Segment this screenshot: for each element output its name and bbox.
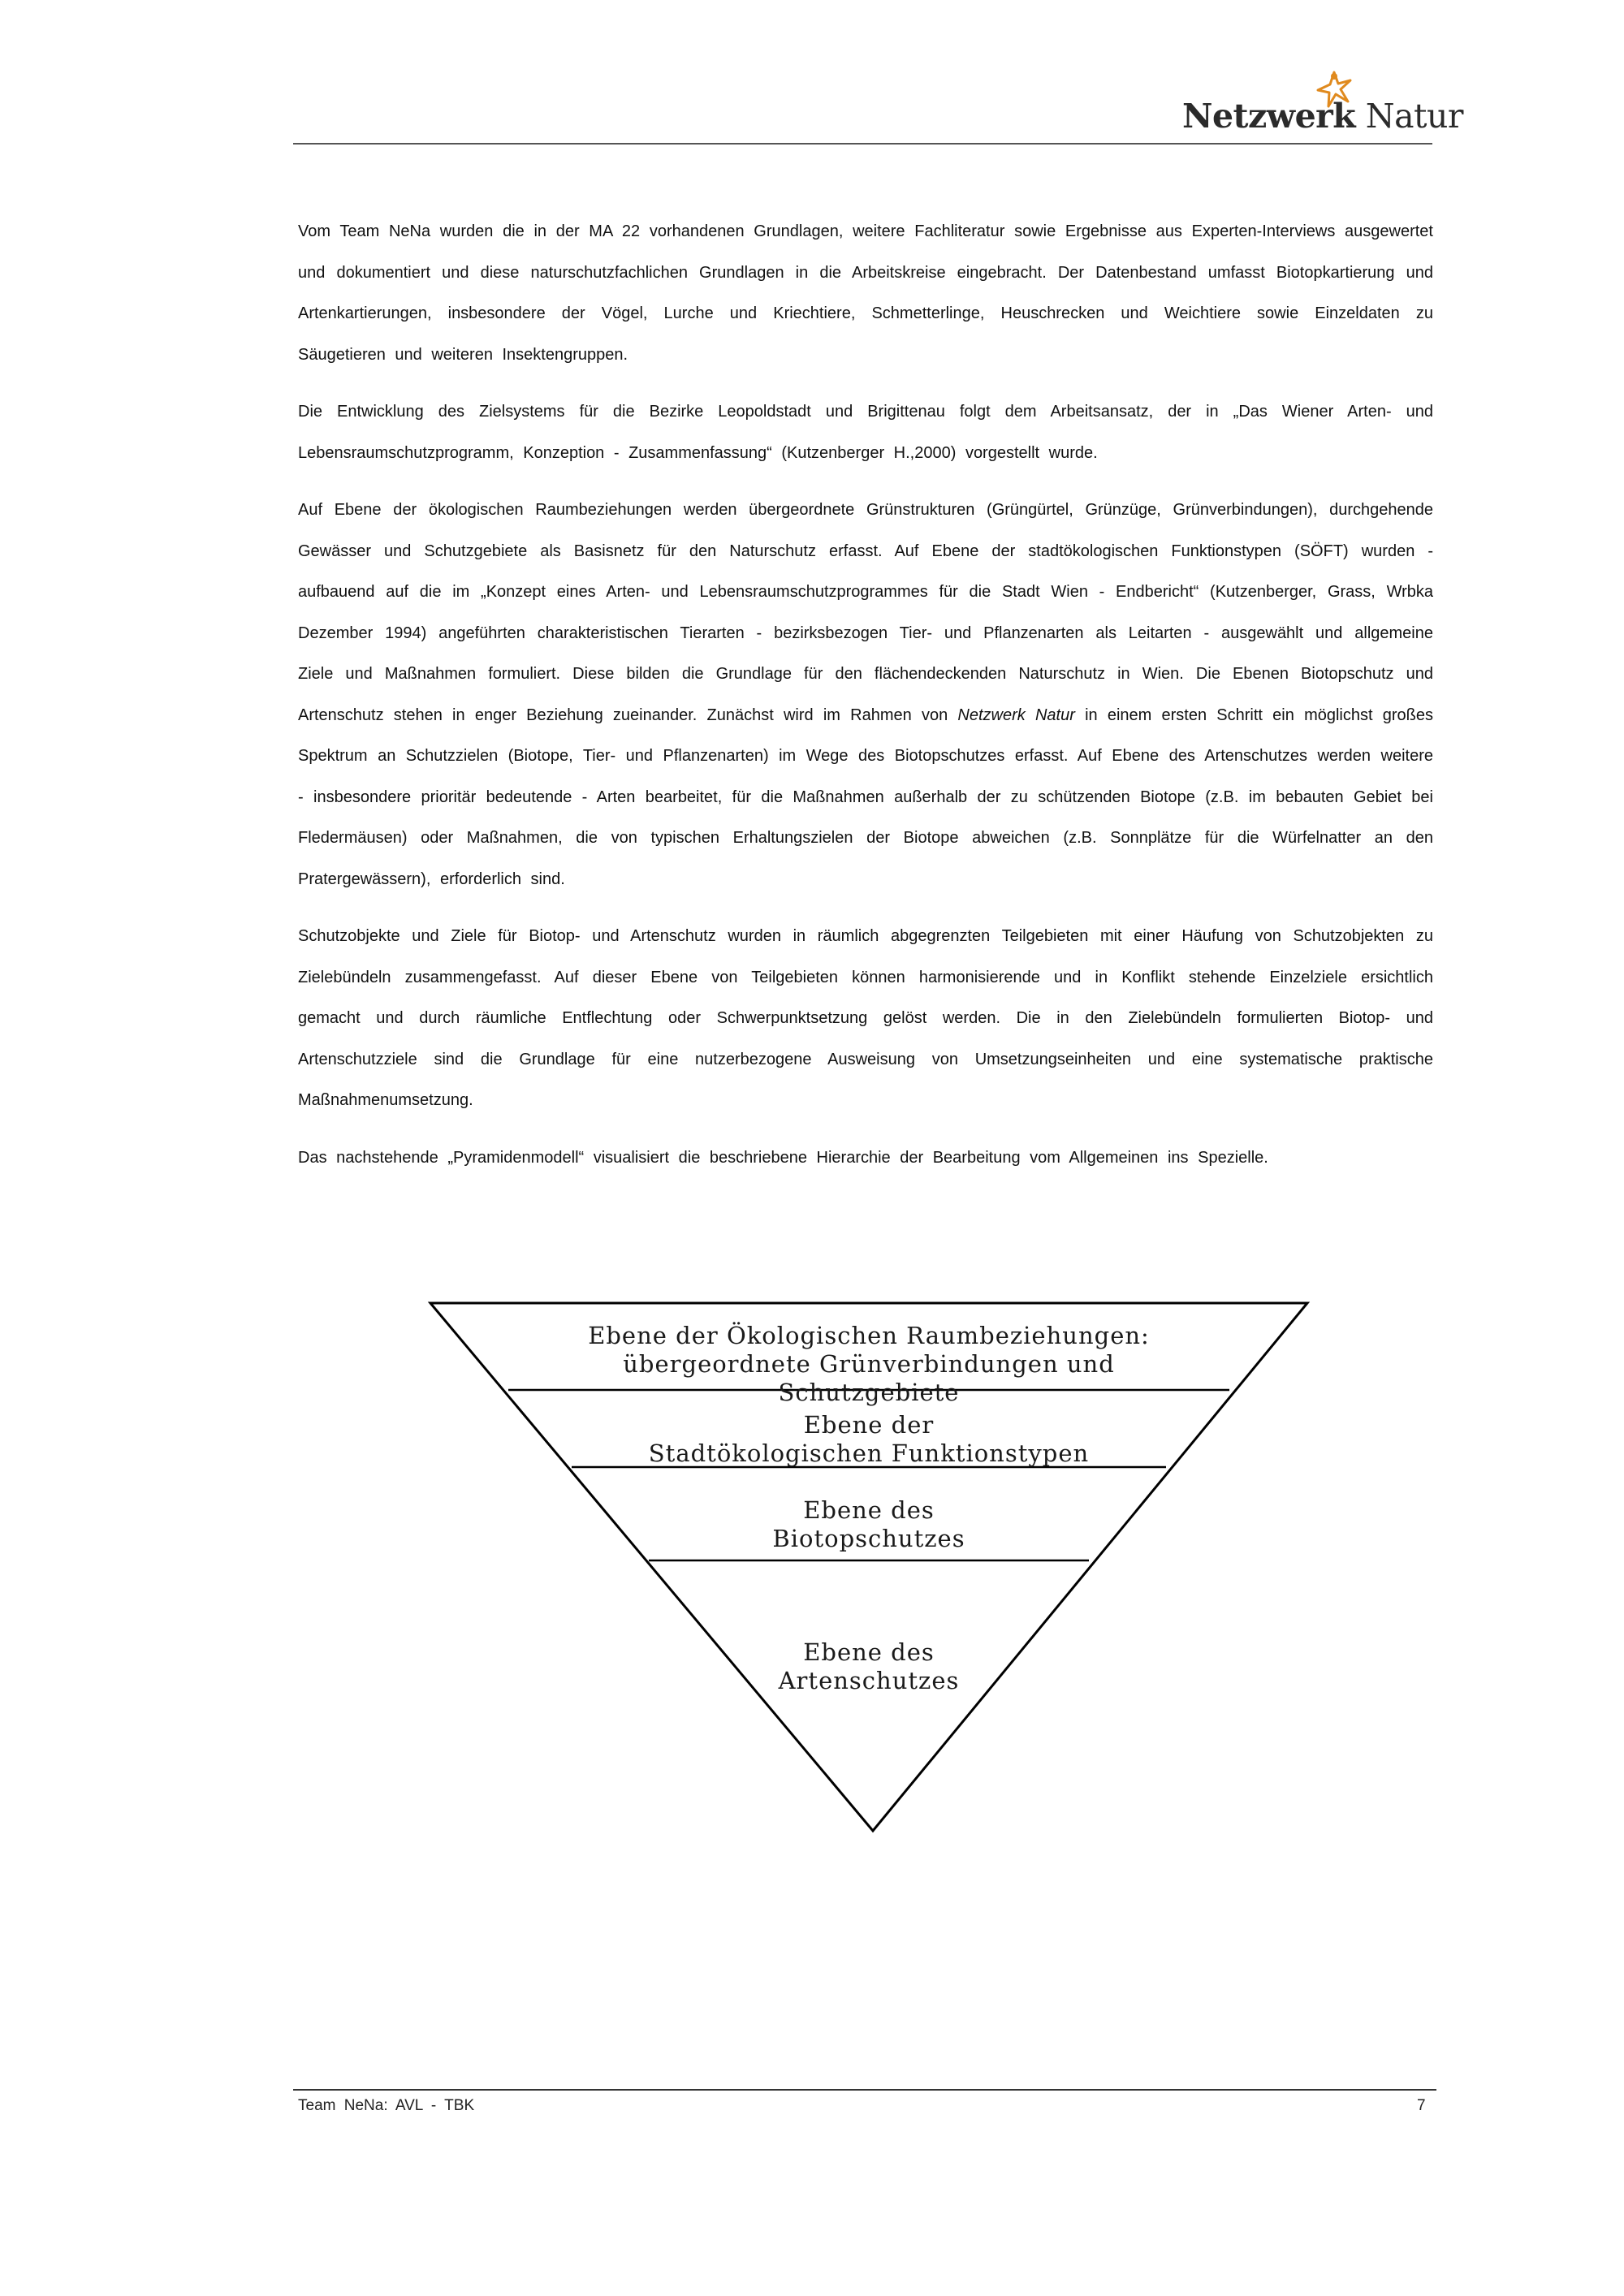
- pyramid-level-raumbeziehungen: [585, 1322, 1153, 1407]
- pyramid-diagram: [422, 1295, 1315, 1839]
- footer-rule: [293, 2089, 1436, 2091]
- paragraph-datengrundlagen: Vom Team NeNa wurden die in der MA 22 vorhandenen Grundlagen, weitere Fachliteratur sowie Ergebnisse aus Experten-Interviews ausgewertet und dokumentiert und diese naturschutzfachlichen Grundlagen in die Arbeitskreise eingebracht. Der Datenbestand umfasst Biotopkartierung und Artenkartierungen, insbesondere der Vögel, Lurche und Kriechtiere, Schmetterlinge, Heuschrecken und Weichtiere sowie Einzeldaten zu Säugetieren und weiteren Insektengruppen.: [298, 222, 1433, 364]
- pyramid-level-biotopschutz: [585, 1496, 1153, 1553]
- paragraph-ebenen: [298, 490, 1433, 900]
- logo-regular-word: Natur: [1365, 97, 1464, 136]
- pyramid-level-3-line1: Ebene des: [803, 1496, 935, 1524]
- pyramid-level-1-line1: Ebene der Ökologischen Raumbeziehungen:: [588, 1322, 1150, 1349]
- netzwerk-natur-logo: [1169, 69, 1464, 142]
- pyramid-level-2-line2: Stadtökologischen Funktionstypen: [648, 1439, 1090, 1467]
- paragraph-pyramidenmodell: Das nachstehende „Pyramidenmodell“ visualisiert die beschriebene Hierarchie der Bearbeitung vom Allgemeinen ins Spezielle.: [298, 1148, 1268, 1167]
- pyramid-level-3-line2: Biotopschutzes: [772, 1525, 965, 1552]
- pyramid-level-1-line2: übergeordnete Grünverbindungen und Schutzgebiete: [623, 1350, 1115, 1406]
- pyramid-level-4-line1: Ebene des: [803, 1638, 935, 1666]
- page-number: 7: [1417, 2097, 1426, 2114]
- paragraph-zielebuendel: Schutzobjekte und Ziele für Biotop- und Artenschutz wurden in räumlich abgegrenzten Teilgebieten mit einer Häufung von Schutzobjekten zu Zielebündeln zusammengefasst. Auf dieser Ebene von Teilgebieten können harmonisierende und in Konflikt stehende Einzelziele ersichtlich gemacht und durch räumliche Entflechtung oder Schwerpunktsetzung gelöst werden. Die in den Zielebündeln formulierten Biotop- und Artenschutzziele sind die Grundlage für eine nutzerbezogene Ausweisung von Umsetzungseinheiten und eine systematische praktische Maßnahmenumsetzung.: [298, 927, 1433, 1109]
- pyramid-level-4-line2: Artenschutzes: [778, 1667, 960, 1694]
- body-text: [298, 211, 1433, 1194]
- netzwerk-natur-emphasis: Netzwerk Natur: [957, 706, 1075, 724]
- footer-team: Team NeNa: AVL - TBK: [298, 2097, 475, 2114]
- paragraph-ebenen-part2: in einem ersten Schritt ein möglichst großes Spektrum an Schutzzielen (Biotope, Tier- und Pflanzenarten) im Wege des Biotopschutzes erfasst. Auf Ebene des Artenschutzes werden weitere - insbesondere prioritär bedeutende - Arten bearbeitet, für die Maßnahmen außerhalb der zu schützenden Biotope (z.B. im bebauten Gebiet bei Fledermäusen) oder Maßnahmen, die von typischen Erhaltungszielen der Biotope abweichen (z.B. Sonnplätze für die Würfelnatter an den Pratergewässern), erforderlich sind.: [298, 706, 1433, 888]
- pyramid-level-2-line1: Ebene der: [803, 1411, 935, 1439]
- pyramid-level-funktionstypen: [585, 1411, 1153, 1468]
- paragraph-zielsystem: Die Entwicklung des Zielsystems für die Bezirke Leopoldstadt und Brigittenau folgt dem Arbeitsansatz, der in „Das Wiener Arten- und Lebensraumschutzprogramm, Konzeption - Zusammenfassung“ (Kutzenberger H.,2000) vorgestellt wurde.: [298, 403, 1433, 462]
- logo-wordmark: [1182, 97, 1463, 136]
- header-rule: [293, 143, 1432, 145]
- paragraph-ebenen-part1: Auf Ebene der ökologischen Raumbeziehungen werden übergeordnete Grünstrukturen (Grüngürtel, Grünzüge, Grünverbindungen), durchgehende Gewässer und Schutzgebiete als Basisnetz für den Naturschutz erfasst. Auf Ebene der stadtökologischen Funktionstypen (SÖFT) wurden - aufbauend auf die im „Konzept eines Arten- und Lebensraumschutzprogrammes für die Stadt Wien - Endbericht“ (Kutzenberger, Grass, Wrbka Dezember 1994) angeführten charakteristischen Tierarten - bezirksbezogen Tier- und Pflanzenarten als Leitarten - ausgewählt und allgemeine Ziele und Maßnahmen formuliert. Diese bilden die Grundlage für den flächendeckenden Naturschutz in Wien. Die Ebenen Biotopschutz und Artenschutz stehen in enger Beziehung zueinander. Zunächst wird im Rahmen von: [298, 501, 1433, 724]
- pyramid-level-artenschutz: [585, 1638, 1153, 1695]
- logo-bold-word: Netzwerk: [1182, 97, 1356, 136]
